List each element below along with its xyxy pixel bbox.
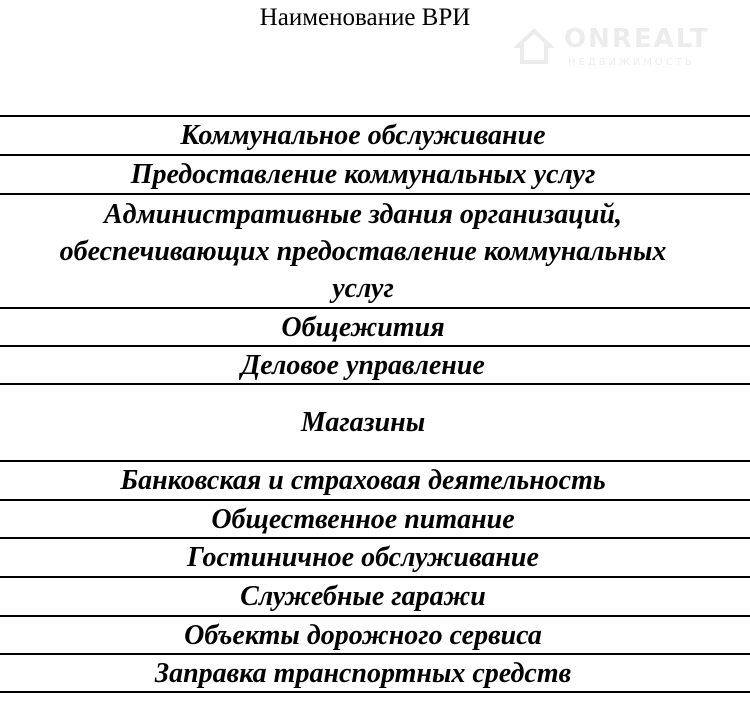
table-row — [0, 615, 750, 653]
table-row — [0, 499, 750, 537]
table-row — [0, 537, 750, 576]
row-label-line: услуг — [332, 272, 394, 304]
row-label: Магазины — [300, 407, 426, 438]
house-logo-icon — [514, 26, 554, 66]
table-row — [0, 653, 750, 693]
row-label-line: обеспечивающих предоставление коммунальных — [59, 235, 667, 267]
row-label: Гостиничное обслуживание — [187, 542, 539, 573]
row-label: Предоставление коммунальных услуг — [130, 159, 596, 190]
table-row — [0, 307, 750, 345]
watermark-brand: ONREALT — [564, 24, 710, 54]
watermark-subtitle: НЕДВИЖИМОСТЬ — [568, 57, 695, 68]
row-label — [0, 196, 728, 307]
row-label: Объекты дорожного сервиса — [184, 619, 542, 651]
row-label: Деловое управление — [241, 349, 485, 381]
watermark — [514, 24, 740, 72]
table-row — [0, 115, 750, 154]
column-header: Наименование ВРИ — [259, 4, 471, 31]
table-row — [0, 154, 750, 193]
row-label: Коммунальное обслуживание — [180, 120, 546, 151]
table-row — [0, 193, 750, 307]
row-label: Служебные гаражи — [240, 581, 486, 612]
row-label: Общественное питание — [211, 503, 515, 535]
row-label: Общежития — [281, 311, 445, 343]
table-row — [0, 576, 750, 615]
row-label: Банковская и страховая деятельность — [120, 465, 606, 496]
row-label-line: Административные здания организаций, — [104, 198, 622, 230]
table-row — [0, 460, 750, 499]
table-row — [0, 345, 750, 383]
table-row — [0, 383, 750, 460]
row-label: Заправка транспортных средств — [154, 657, 572, 689]
